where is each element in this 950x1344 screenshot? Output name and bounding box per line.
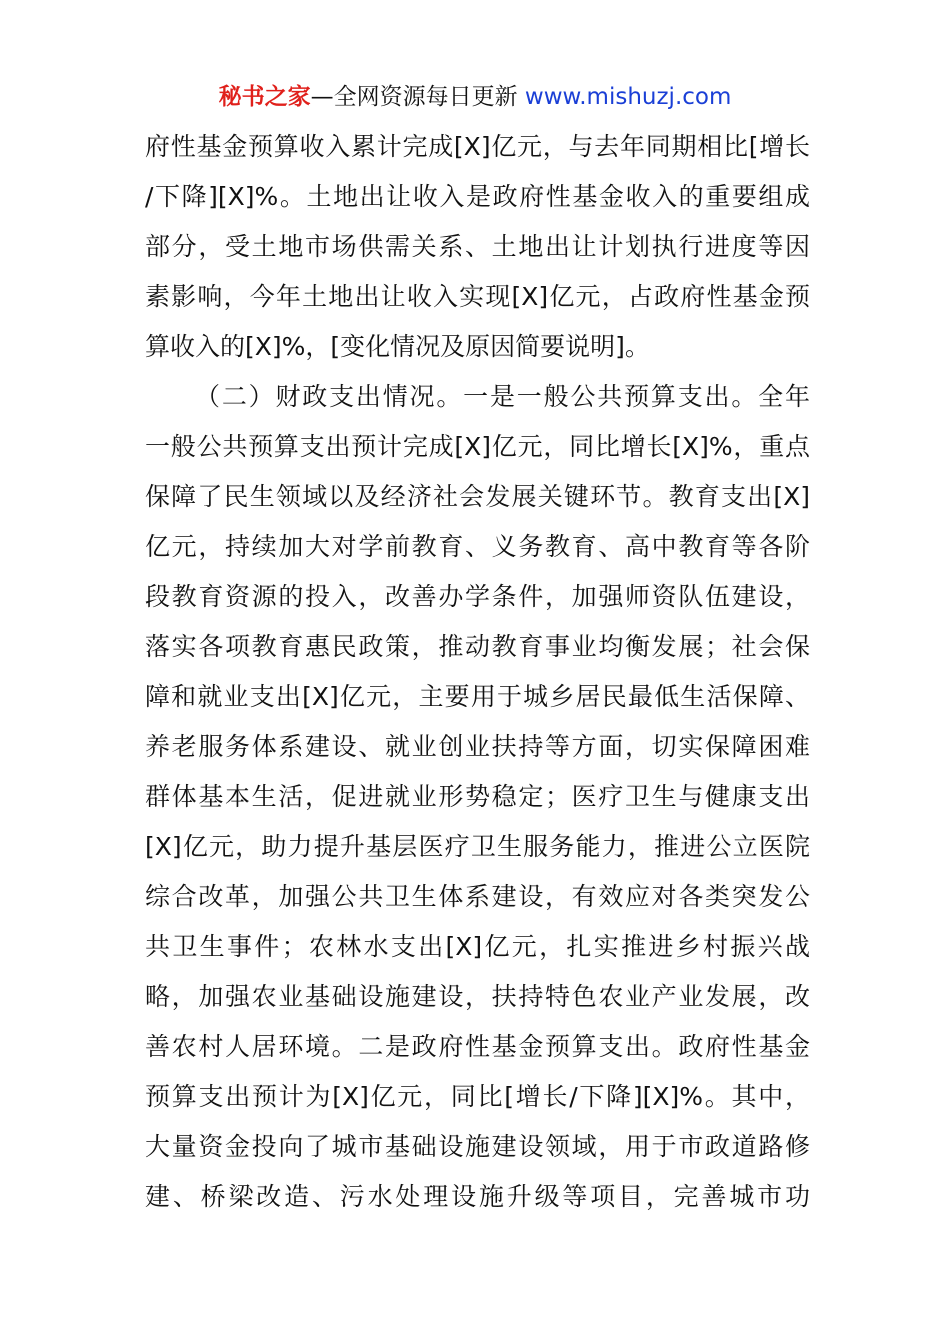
site-url: www.mishuzj.com [517, 84, 732, 110]
paragraph-1 [145, 122, 810, 372]
text-line: /下降][X]%。土地出让收入是政府性基金收入的重要组成 [145, 182, 810, 211]
text-line: 大量资金投向了城市基础设施建设领域，用于市政道路修 [145, 1132, 810, 1161]
text-line: 部分，受土地市场供需关系、土地出让计划执行进度等因 [145, 232, 810, 261]
text-line: 算收入的[X]%，[变化情况及原因简要说明]。 [145, 332, 650, 361]
text-line: 群体基本生活，促进就业形势稳定；医疗卫生与健康支出 [145, 782, 810, 811]
text-line: 段教育资源的投入，改善办学条件，加强师资队伍建设， [145, 582, 810, 611]
text-line: 预算支出预计为[X]亿元，同比[增长/下降][X]%。其中， [145, 1082, 810, 1111]
text-line: 亿元，持续加大对学前教育、义务教育、高中教育等各阶 [145, 532, 810, 561]
text-line: （二）财政支出情况。一是一般公共预算支出。全年 [195, 382, 810, 411]
text-line: 府性基金预算收入累计完成[X]亿元，与去年同期相比[增长 [145, 132, 810, 161]
text-line: 障和就业支出[X]亿元，主要用于城乡居民最低生活保障、 [145, 682, 810, 711]
text-line: 素影响，今年土地出让收入实现[X]亿元，占政府性基金预 [145, 282, 810, 311]
text-line: [X]亿元，助力提升基层医疗卫生服务能力，推进公立医院 [145, 832, 810, 861]
site-brand: 秘书之家 [218, 84, 311, 110]
text-line: 建、桥梁改造、污水处理设施升级等项目，完善城市功 [145, 1182, 810, 1211]
text-line: 综合改革，加强公共卫生体系建设，有效应对各类突发公 [145, 882, 810, 911]
text-line: 落实各项教育惠民政策，推动教育事业均衡发展；社会保 [145, 632, 810, 661]
document-body [145, 122, 810, 1222]
site-tagline: —全网资源每日更新 [310, 84, 518, 110]
text-line: 养老服务体系建设、就业创业扶持等方面，切实保障困难 [145, 732, 810, 761]
text-line: 保障了民生领域以及经济社会发展关键环节。教育支出[X] [145, 482, 810, 511]
page-header [0, 80, 950, 114]
text-line: 一般公共预算支出预计完成[X]亿元，同比增长[X]%，重点 [145, 432, 810, 461]
text-line: 共卫生事件；农林水支出[X]亿元，扎实推进乡村振兴战 [145, 932, 810, 961]
text-line: 略，加强农业基础设施建设，扶持特色农业产业发展，改 [145, 982, 810, 1011]
paragraph-2 [145, 372, 810, 1222]
text-line: 善农村人居环境。二是政府性基金预算支出。政府性基金 [145, 1032, 810, 1061]
